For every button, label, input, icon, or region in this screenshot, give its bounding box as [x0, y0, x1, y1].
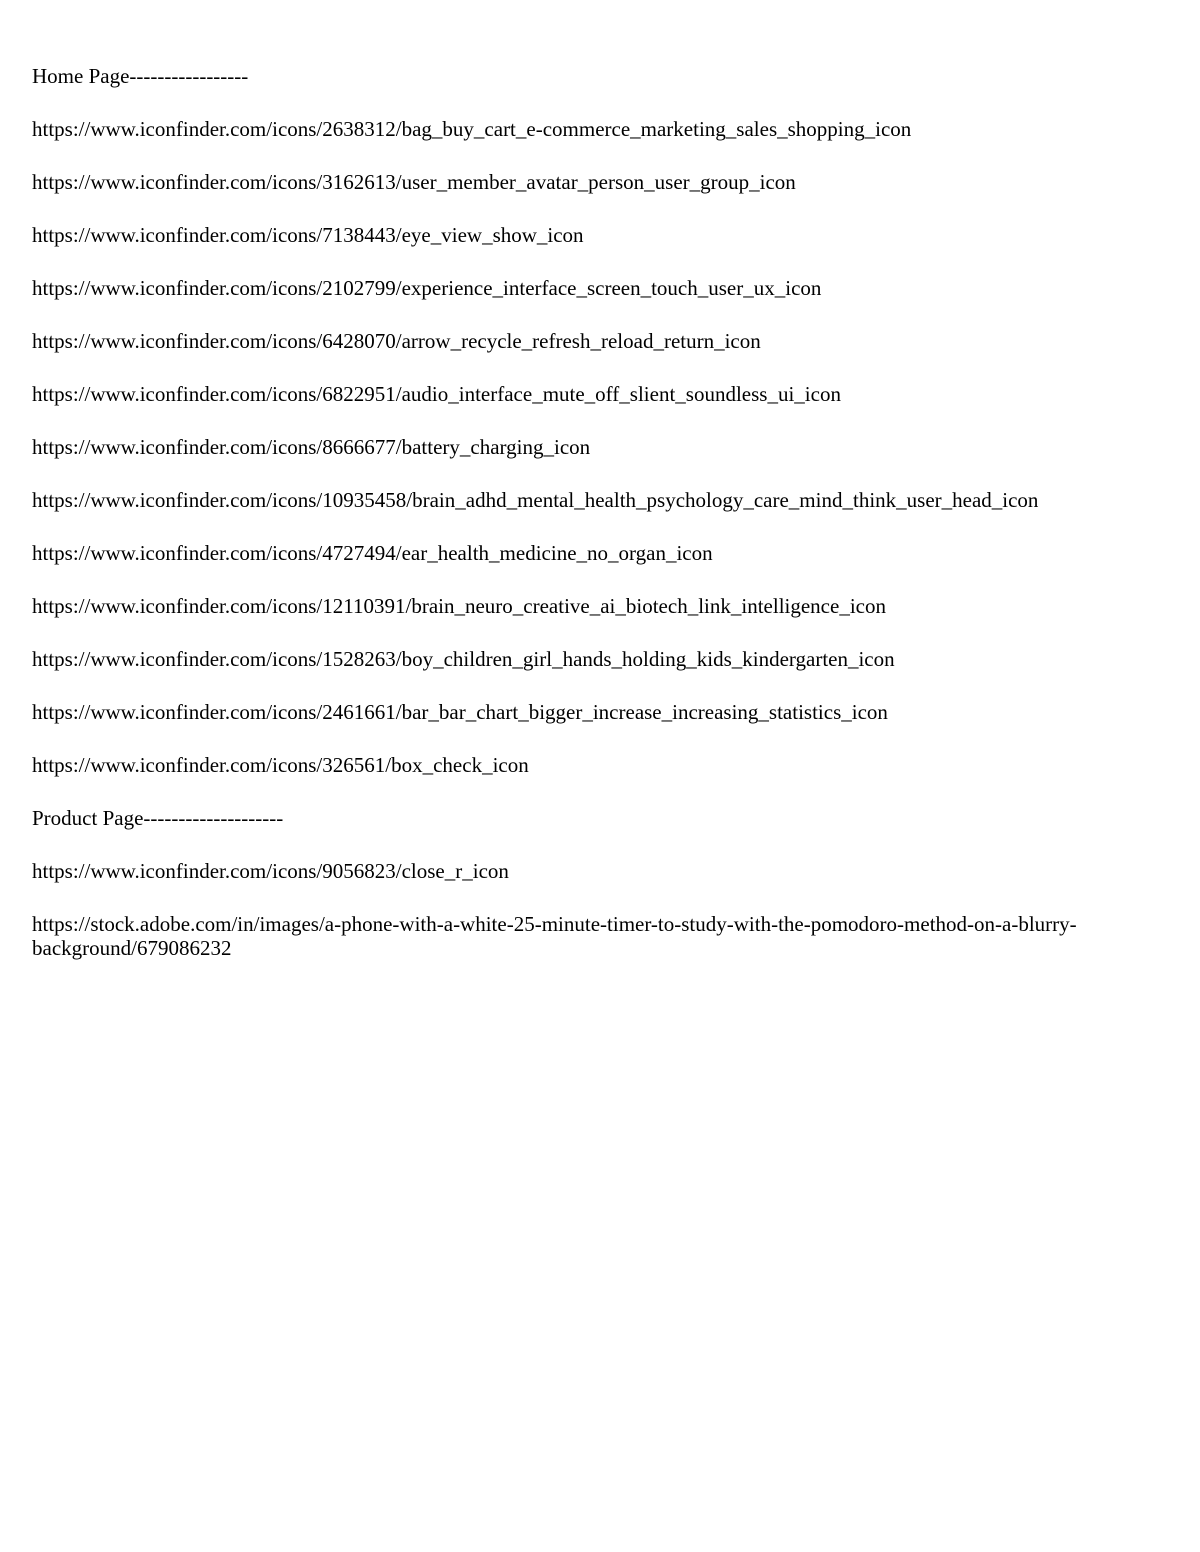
- home-link-10: https://www.iconfinder.com/icons/12110391/brain_neuro_creative_ai_biotech_link_intelligence_icon: [32, 594, 886, 618]
- home-page-heading: Home Page-----------------: [32, 64, 249, 88]
- home-link-11: https://www.iconfinder.com/icons/1528263/boy_children_girl_hands_holding_kids_kindergarten_icon: [32, 647, 895, 671]
- document-body: [32, 64, 1176, 989]
- home-link-4: https://www.iconfinder.com/icons/2102799/experience_interface_screen_touch_user_ux_icon: [32, 276, 822, 300]
- home-link-13: https://www.iconfinder.com/icons/326561/box_check_icon: [32, 753, 529, 777]
- home-link-3: https://www.iconfinder.com/icons/7138443/eye_view_show_icon: [32, 223, 584, 247]
- product-page-heading: Product Page--------------------: [32, 806, 284, 830]
- product-link-1: https://www.iconfinder.com/icons/9056823/close_r_icon: [32, 859, 509, 883]
- home-link-8: https://www.iconfinder.com/icons/10935458/brain_adhd_mental_health_psychology_care_mind_think_user_head_icon: [32, 488, 1039, 512]
- product-link-2: https://stock.adobe.com/in/images/a-phone-with-a-white-25-minute-timer-to-study-with-the-pomodoro-method-on-a-blurry-background/679086232: [32, 912, 1077, 960]
- home-link-5: https://www.iconfinder.com/icons/6428070/arrow_recycle_refresh_reload_return_icon: [32, 329, 761, 353]
- home-link-9: https://www.iconfinder.com/icons/4727494/ear_health_medicine_no_organ_icon: [32, 541, 713, 565]
- home-link-7: https://www.iconfinder.com/icons/8666677/battery_charging_icon: [32, 435, 591, 459]
- home-link-1: https://www.iconfinder.com/icons/2638312/bag_buy_cart_e-commerce_marketing_sales_shopping_icon: [32, 117, 912, 141]
- home-link-6: https://www.iconfinder.com/icons/6822951/audio_interface_mute_off_slient_soundless_ui_icon: [32, 382, 841, 406]
- home-link-2: https://www.iconfinder.com/icons/3162613/user_member_avatar_person_user_group_icon: [32, 170, 796, 194]
- home-link-12: https://www.iconfinder.com/icons/2461661/bar_bar_chart_bigger_increase_increasing_statistics_icon: [32, 700, 888, 724]
